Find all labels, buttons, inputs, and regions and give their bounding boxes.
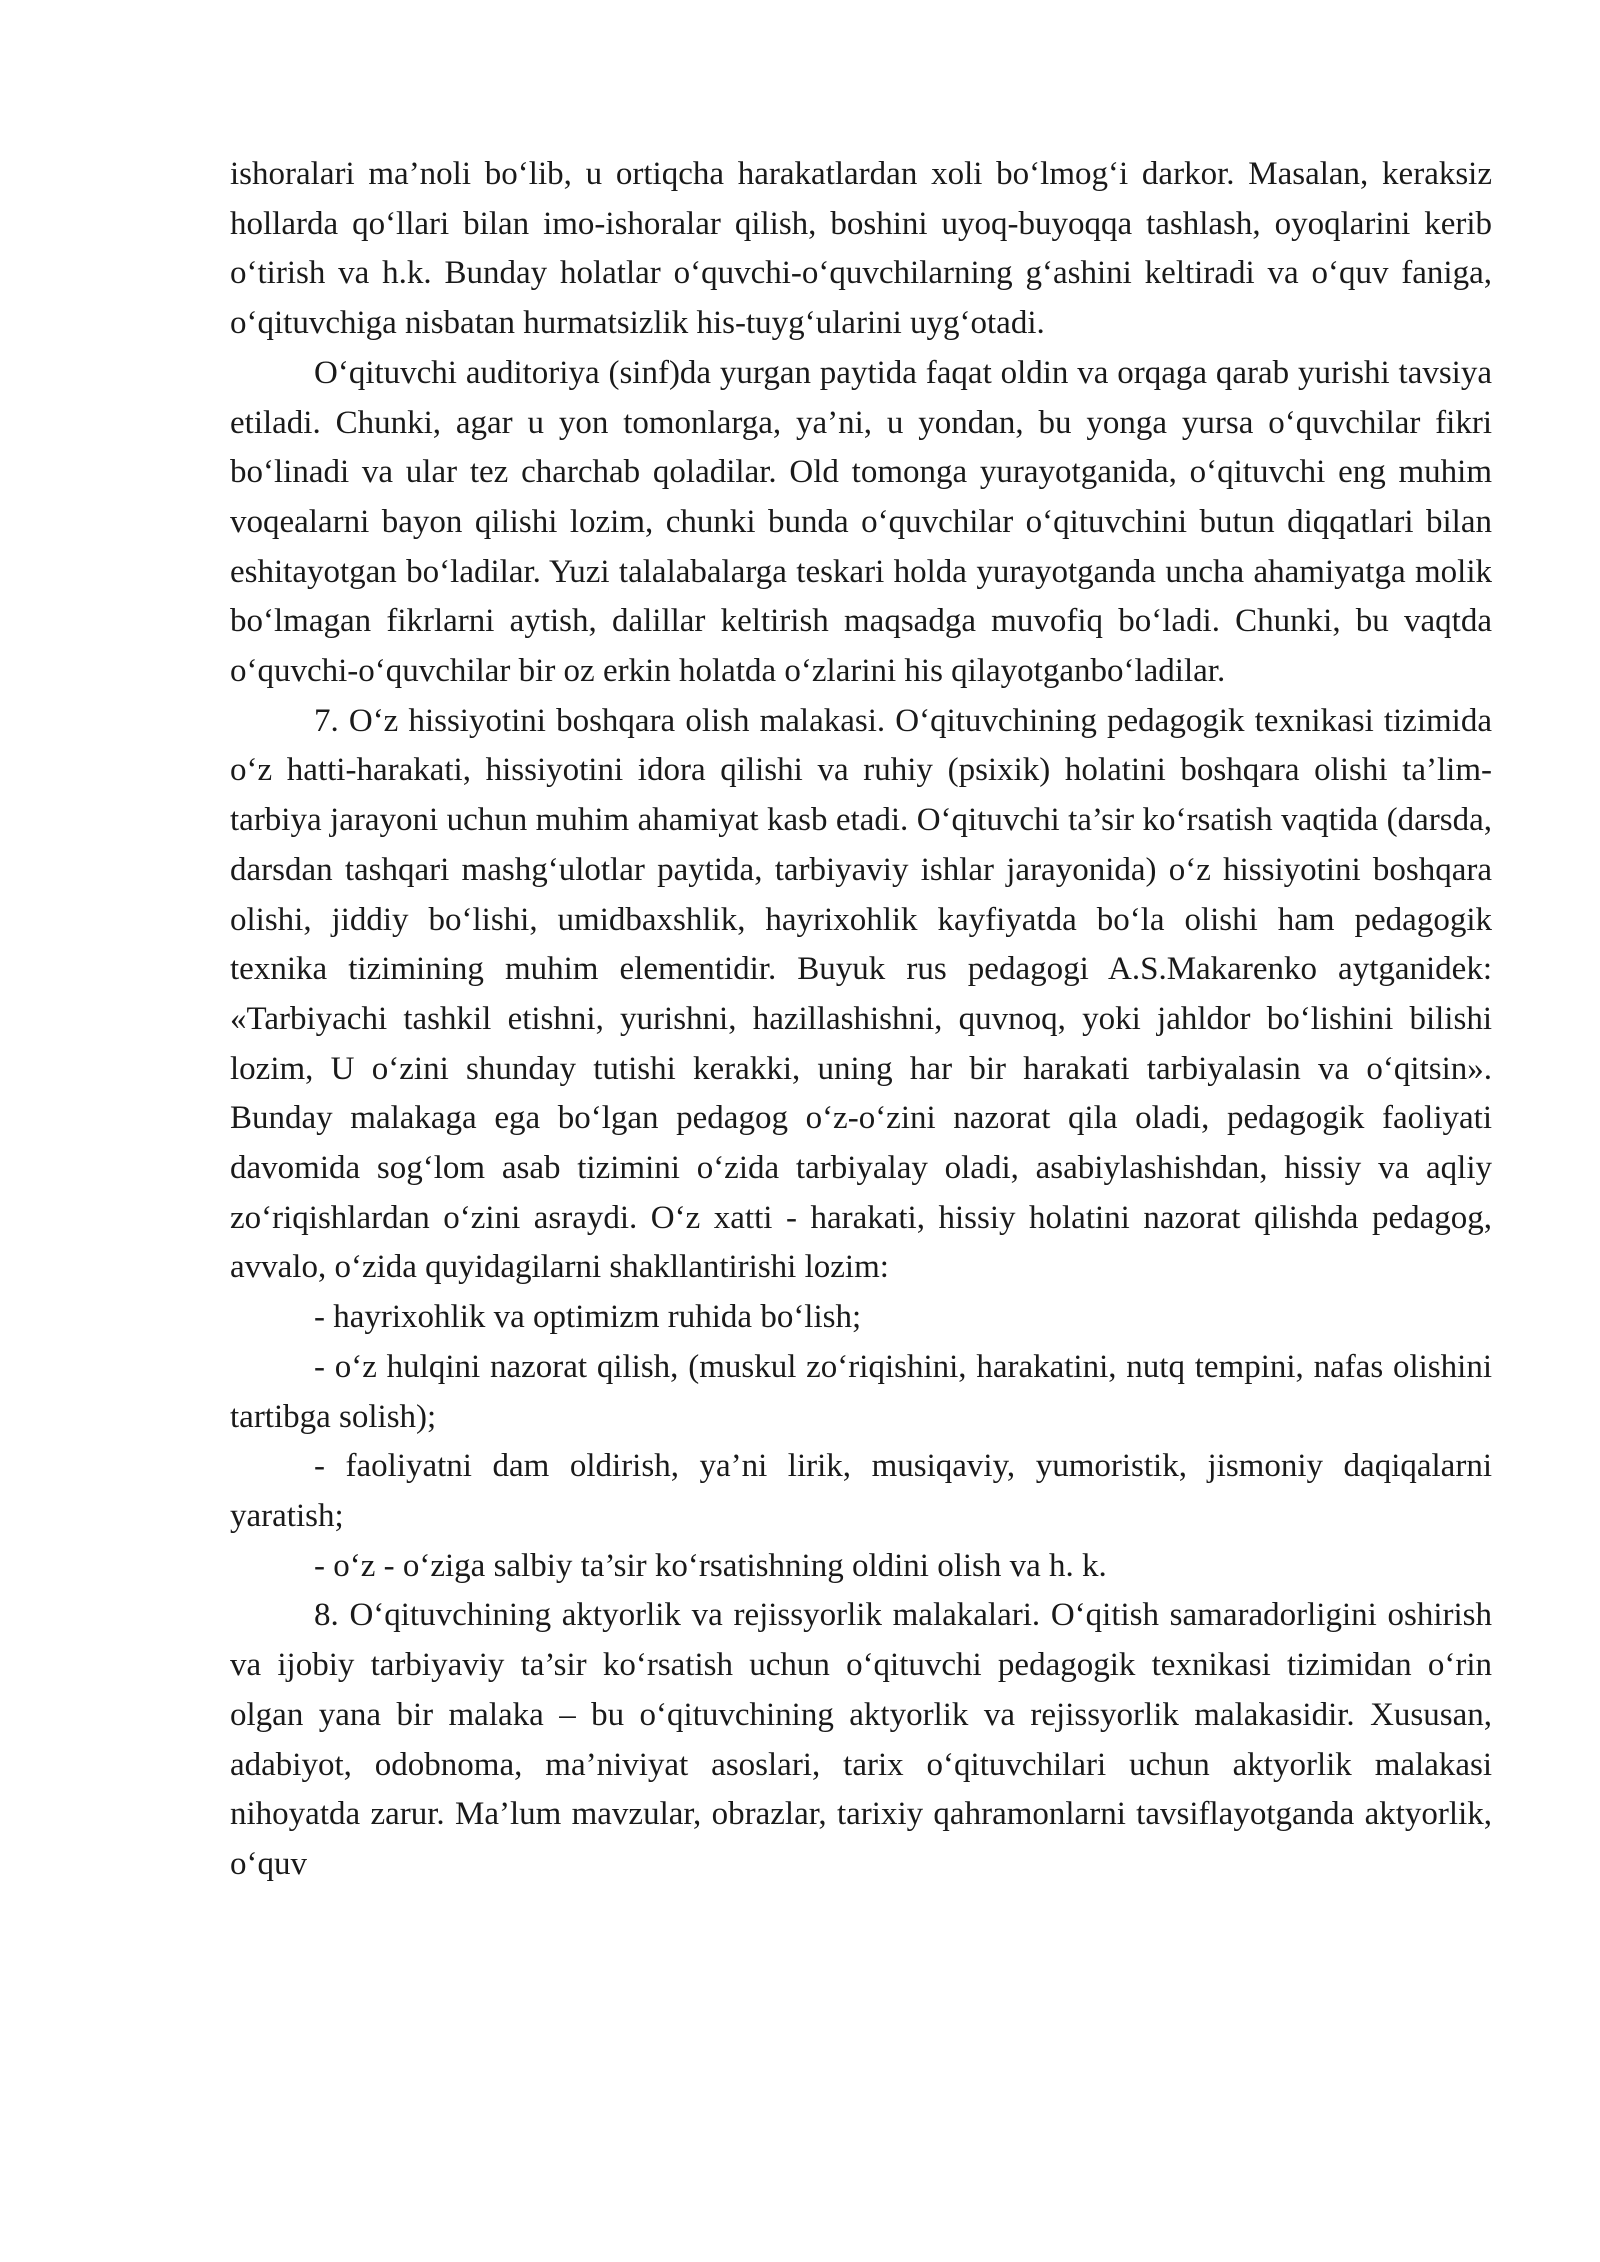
list-item-prevention: - o‘z - o‘ziga salbiy ta’sir ko‘rsatishning oldini olish va h. k.	[314, 1547, 1107, 1584]
paragraph-acting-directing-skills: 8. O‘qituvchining aktyorlik va rejissyorlik malakalari. O‘qitish samaradorligini oshirish va ijobiy tarbiyaviy ta’sir ko‘rsatish uchun o‘qituvchi pedagogik texnikasi tizimidan o‘rin olgan yana bir malaka – bu o‘qituvchining aktyorlik va rejissyorlik malakasidir. Xususan, adabiyot, odobnoma, ma’niviyat asoslari, tarix o‘qituvchilari uchun aktyorlik malakasi nihoyatda zarur. Ma’lum mavzular, obrazlar, tarixiy qahramonlarni tavsiflayotganda aktyorlik, o‘quv	[230, 1597, 1492, 1882]
paragraph-teacher-movement: O‘qituvchi auditoriya (sinf)da yurgan paytida faqat oldin va orqaga qarab yurishi tavsiya etiladi. Chunki, agar u yon tomonlarga, ya’ni, u yondan, bu yonga yursa o‘quvchilar fikri bo‘linadi va ular tez charchab qoladilar. Old tomonga yurayotganida, o‘qituvchi eng muhim voqealarni bayon qilishi lozim, chunki bunda o‘quvchilar o‘qituvchini butun diqqatlari bilan eshitayotgan bo‘ladilar. Yuzi talalabalarga teskari holda yurayotganda uncha ahamiyatga molik bo‘lmagan fikrlarni aytish, dalillar keltirish maqsadga muvofiq bo‘ladi. Chunki, bu vaqtda o‘quvchi-o‘quvchilar bir oz erkin holatda o‘zlarini his qilayotganbo‘ladilar.	[230, 354, 1492, 690]
document-page	[230, 150, 1492, 1890]
paragraph-gestures: ishoralari ma’noli bo‘lib, u ortiqcha harakatlardan xoli bo‘lmog‘i darkor. Masalan, keraksiz hollarda qo‘llari bilan imo-ishoralar qilish, boshini uyoq-buyoqqa tashlash, oyoqlarini kerib o‘tirish va h.k. Bunday holatlar o‘quvchi-o‘quvchilarning g‘ashini keltiradi va o‘quv faniga, o‘qituvchiga nisbatan hurmatsizlik his-tuyg‘ularini uyg‘otadi.	[230, 156, 1492, 342]
list-item-self-control: - o‘z hulqini nazorat qilish, (muskul zo‘riqishini, harakatini, nutq tempini, nafas olishini tartibga solish);	[230, 1348, 1492, 1435]
paragraph-emotion-control-skill: 7. O‘z hissiyotini boshqara olish malakasi. O‘qituvchining pedagogik texnikasi tizimida o‘z hatti-harakati, hissiyotini idora qilishi va ruhiy (psixik) holatini boshqara olishi ta’lim-tarbiya jarayoni uchun muhim ahamiyat kasb etadi. O‘qituvchi ta’sir ko‘rsatish vaqtida (darsda, darsdan tashqari mashg‘ulotlar paytida, tarbiyaviy ishlar jarayonida) o‘z hissiyotini boshqara olishi, jiddiy bo‘lishi, umidbaxshlik, hayrixohlik kayfiyatda bo‘la olishi ham pedagogik texnika tizimining muhim elementidir. Buyuk rus pedagogi A.S.Makarenko aytganidek: «Tarbiyachi tashkil etishni, yurishni, hazillashishni, quvnoq, yoki jahldor bo‘lishini bilishi lozim, U o‘zini shunday tutishi kerakki, uning har bir harakati tarbiyalasin va o‘qitsin». Bunday malakaga ega bo‘lgan pedagog o‘z-o‘zini nazorat qila oladi, pedagogik faoliyati davomida sog‘lom asab tizimini o‘zida tarbiyalay oladi, asabiylashishdan, hissiy va aqliy zo‘riqishlardan o‘zini asraydi. O‘z xatti - harakati, hissiy holatini nazorat qilishda pedagog, avvalo, o‘zida quyidagilarni shakllantirishi lozim:	[230, 702, 1492, 1286]
list-item-relaxation: - faoliyatni dam oldirish, ya’ni lirik, musiqaviy, yumoristik, jismoniy daqiqalarni yaratish;	[230, 1448, 1492, 1534]
list-item-optimism: - hayrixohlik va optimizm ruhida bo‘lish;	[314, 1299, 862, 1336]
